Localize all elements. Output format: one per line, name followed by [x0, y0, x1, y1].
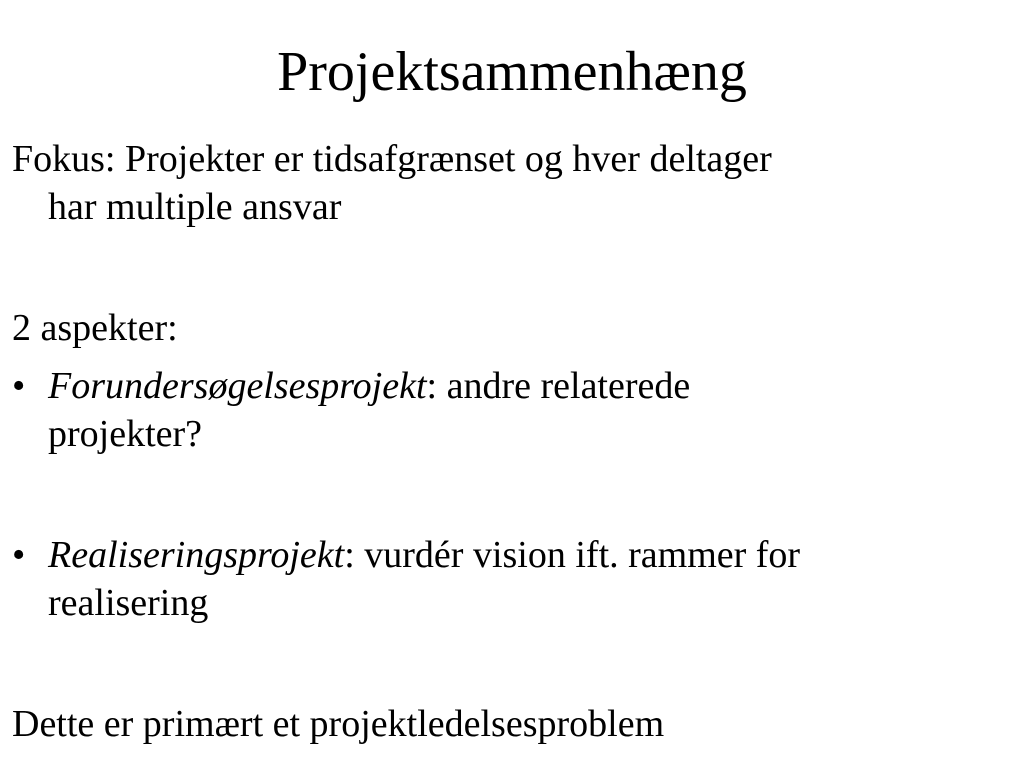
conclusion-text: Dette er primært et projektledelsesproblem: [12, 703, 665, 745]
bullet-line-2: realisering: [48, 582, 209, 624]
bullet-icon: •: [12, 534, 26, 576]
bullet-icon: •: [12, 365, 26, 407]
bullet-text: : vurdér vision ift. rammer for: [344, 534, 801, 576]
bullet-line-2: projekter?: [48, 413, 203, 455]
focus-paragraph: [12, 135, 1012, 231]
bullet-term: Forundersøgelsesprojekt: [48, 365, 427, 407]
aspects-heading: 2 aspekter:: [12, 307, 178, 349]
bullet-term: Realiseringsprojekt: [48, 534, 345, 576]
slide-title: Projektsammenhæng: [277, 41, 747, 103]
focus-line-1: Fokus: Projekter er tidsafgrænset og hver deltager: [12, 138, 772, 180]
bullet-line-1: [12, 362, 1012, 410]
bullet-line-1: [12, 531, 1012, 579]
focus-line-2: har multiple ansvar: [48, 186, 342, 228]
bullet-text: : andre relaterede: [426, 365, 691, 407]
bullet-item-forundersoegelse: [12, 362, 1012, 458]
bullet-item-realisering: [12, 531, 1012, 627]
